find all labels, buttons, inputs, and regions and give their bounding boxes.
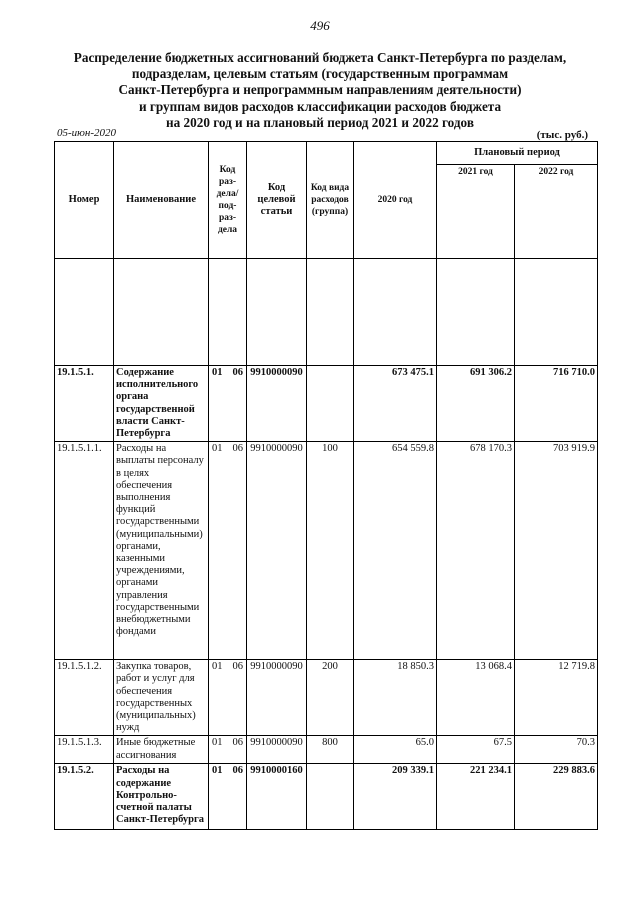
row-number: 19.1.5.2. xyxy=(55,764,114,830)
row-2020: 18 850.3 xyxy=(354,660,437,736)
row-2021: 13 068.4 xyxy=(437,660,515,736)
header-vid: Код вида расходов (группа) xyxy=(307,142,354,259)
row-2022: 703 919.9 xyxy=(515,442,598,660)
table-row xyxy=(55,764,598,830)
title-line: Санкт-Петербурга и непрограммным направлениям деятельности) xyxy=(118,82,522,98)
header-row xyxy=(55,142,598,165)
row-target: 9910000160 xyxy=(247,764,307,830)
header-target: Код целевой статьи xyxy=(247,142,307,259)
row-2020: 673 475.1 xyxy=(354,366,437,442)
row-razdel xyxy=(209,660,247,736)
title-line: подразделам, целевым статьям (государственным программам xyxy=(131,66,509,82)
header-name: Наименование xyxy=(114,142,209,259)
page-number: 496 xyxy=(310,18,330,33)
row-vid: 800 xyxy=(307,736,354,764)
row-name: Расходы на выплаты персоналу в целях обеспечения выполнения функций государственными (муниципальными) органами, казенными учреждениями, органами управления государственными внебюджетными фондами xyxy=(114,442,209,660)
podrazdel-code: 06 xyxy=(232,737,243,749)
row-2022: 12 719.8 xyxy=(515,660,598,736)
header-2020: 2020 год xyxy=(354,142,437,259)
spacer-row xyxy=(55,259,598,366)
row-razdel xyxy=(209,366,247,442)
row-2020: 654 559.8 xyxy=(354,442,437,660)
header-planned: Плановый период xyxy=(437,142,598,165)
razdel-code: 01 xyxy=(212,737,223,749)
row-razdel xyxy=(209,442,247,660)
row-vid xyxy=(307,764,354,830)
row-razdel xyxy=(209,736,247,764)
header-2022: 2022 год xyxy=(515,165,598,259)
row-razdel xyxy=(209,764,247,830)
razdel-code: 01 xyxy=(212,661,223,673)
row-2022: 229 883.6 xyxy=(515,764,598,830)
row-2021: 691 306.2 xyxy=(437,366,515,442)
razdel-code: 01 xyxy=(212,443,223,455)
row-vid: 200 xyxy=(307,660,354,736)
title-line: и группам видов расходов классификации расходов бюджета xyxy=(138,98,502,114)
row-number: 19.1.5.1. xyxy=(55,366,114,442)
row-number: 19.1.5.1.2. xyxy=(55,660,114,736)
row-2021: 678 170.3 xyxy=(437,442,515,660)
row-2021: 221 234.1 xyxy=(437,764,515,830)
razdel-code: 01 xyxy=(212,765,223,777)
row-2020: 65.0 xyxy=(354,736,437,764)
row-name: Расходы на содержание Контрольно-счетной палаты Санкт-Петербурга xyxy=(114,764,209,830)
row-vid: 100 xyxy=(307,442,354,660)
row-target: 9910000090 xyxy=(247,442,307,660)
row-target: 9910000090 xyxy=(247,366,307,442)
podrazdel-code: 06 xyxy=(232,765,243,777)
header-number: Номер xyxy=(55,142,114,259)
podrazdel-code: 06 xyxy=(232,661,243,673)
title-line: на 2020 год и на плановый период 2021 и 2022 годов xyxy=(166,114,474,130)
row-2022: 716 710.0 xyxy=(515,366,598,442)
header-2021: 2021 год xyxy=(437,165,515,259)
table-row xyxy=(55,442,598,660)
units-label: (тыс. руб.) xyxy=(536,129,588,141)
document-date: 05-июн-2020 xyxy=(57,127,117,139)
table-row xyxy=(55,660,598,736)
row-2022: 70.3 xyxy=(515,736,598,764)
table-row xyxy=(55,366,598,442)
header-razdel: Код раз- дела/ под- раз- дела xyxy=(209,142,247,259)
budget-table xyxy=(54,141,598,830)
row-target: 9910000090 xyxy=(247,736,307,764)
row-vid xyxy=(307,366,354,442)
table-row xyxy=(55,736,598,764)
razdel-code: 01 xyxy=(212,367,223,378)
row-target: 9910000090 xyxy=(247,660,307,736)
row-name: Содержание исполнительного органа государственной власти Санкт-Петербурга xyxy=(114,366,209,442)
document-title xyxy=(60,50,580,131)
row-name: Иные бюджетные ассигнования xyxy=(114,736,209,764)
row-2021: 67.5 xyxy=(437,736,515,764)
row-number: 19.1.5.1.1. xyxy=(55,442,114,660)
row-number: 19.1.5.1.3. xyxy=(55,736,114,764)
row-name: Закупка товаров, работ и услуг для обеспечения государственных (муниципальных) нужд xyxy=(114,660,209,736)
title-line: Распределение бюджетных ассигнований бюджета Санкт-Петербурга по разделам, xyxy=(73,50,567,65)
podrazdel-code: 06 xyxy=(232,443,243,455)
podrazdel-code: 06 xyxy=(232,367,243,378)
row-2020: 209 339.1 xyxy=(354,764,437,830)
